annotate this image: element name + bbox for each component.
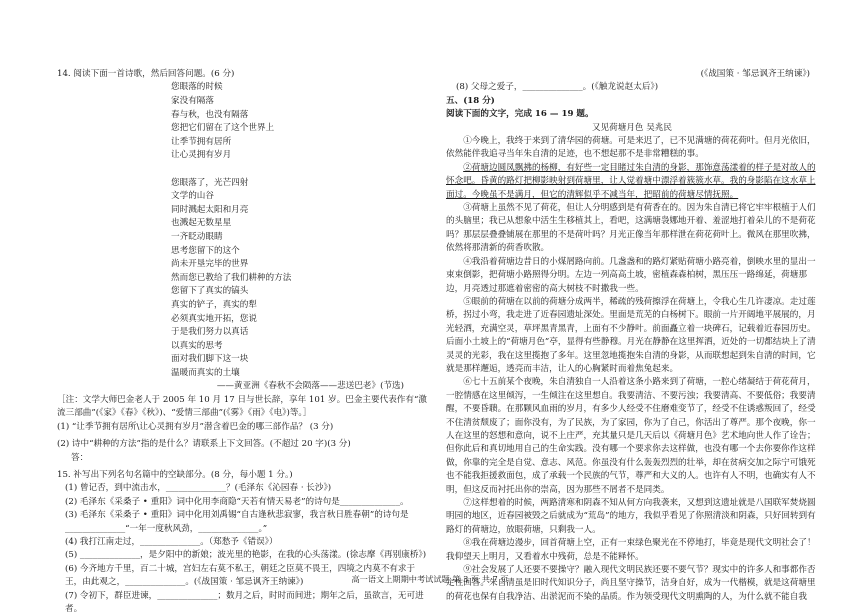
section-heading: 五、(18 分)	[446, 95, 495, 106]
q15-item: (2) 毛泽东《采桑子 • 重阳》词中化用李商隐“天若有情天易老”的诗句是______________。	[65, 496, 409, 507]
poem-note: ［注：文学大师巴金老人于 2005 年 10 月 17 日与世长辞，享年 101 岁。巴金主要代表作有“激流三部曲”(《家》《春》《秋》)、“爱情三部曲”(《雾》《雨》《电》)等。］	[57, 394, 427, 419]
poem-line: 您把它们留在了这个世界上	[171, 123, 275, 134]
q14-2: (2) 诗中“耕种的方法”指的是什么？请联系上下文回答。(不超过 20 字)(3 分)	[57, 439, 351, 450]
poem-line: 也溅起无数星星	[171, 218, 232, 229]
article-paragraph: ⑤眼前的荷塘在以前的荷塘分成两半，稀疏的残荷擦浮在荷塘上，令我心生几许凄凉。走过莲桥，拐过小弯，我走进了近春园遗址深处。里面是荒芜的白杨树下。眼前一片开阔地平展展的，月光轻洒，充满空灵，草坪黑青黑青，上面有不少静叶。前面矗立着一块碑石，记载着近春园历史。后面小土坡上的“荷塘月色”亭，显得有些静穆。月光在静静在这里挥洒，近处的一切都结块上了清灵灵的光彩，我在这里揽抱了多年。这里忽地揽抱朱自清的身影，从而联想起到朱自清的时间，它就是那样邂逅，透亮而丰洁，让人的心胸紧时而着焦兔起来。	[446, 296, 816, 374]
left-column	[57, 68, 430, 616]
article-paragraph: ⑨社会发展了人还要不要操守？融入现代文明民族还要不要气节？现实中的许多人和事都作否定性回答。朱自清虽是旧时代知识分子，尚且坚守操节，洁身自好，成为一代楷模，就是这荷塘里的荷花也保有自我净洁、出淤泥而不染的品质。作为领受现代文明熏陶的人，为什么就不能自我	[446, 565, 816, 602]
article-title: 又见荷塘月色 吴兆民	[591, 122, 673, 133]
poem-line: 以真实的思考	[171, 340, 223, 351]
article-paragraph: ②荷塘边圆凤飘拂的杨柳，有好些一定目睹过朱自清的身影，那饰意荡漾着的样子是对故人的怀念吧。昏黄的路灯把柳影映射到荷塘里，让人觉着塘中漂浮着簇簇水草。我的身影陷在这水草上面过。今晚虽不是满月，但它的清辉似乎不减当年，把昭前的荷塘尽情抚照。	[446, 162, 816, 200]
poem-line: 必须真实地开拓，您说	[171, 313, 257, 324]
article-paragraph: ⑦这样想着的时候，两路清寒和阴森不知从何方向我袭来，又想到这遗址就是八国联军焚烧圆明园的地区，近春园被毁之后就成为“荒岛”的地方，我似乎看见了你照清淡和阴森，只好回转到有路灯的荷塘边，放眼荷塘，只剩我一人。	[446, 498, 816, 535]
poem-line: 真实的铲子，真实的犁	[171, 299, 257, 310]
poem-line: 思考您留下的这个	[171, 245, 240, 256]
poem	[171, 81, 430, 380]
poem-line: 尚未开垦完毕的世界	[171, 259, 249, 270]
poem-line: 您眼落的时候	[171, 82, 223, 93]
reading-instruction: 阅读下面的文字，完成 16 — 19 题。	[446, 109, 594, 120]
poem-line: 让心灵拥有岁月	[171, 150, 232, 161]
q15-item: (1) 曾记否，到中流击水，______________？(毛泽东《沁园春 · 长沙》)	[65, 483, 332, 494]
q15-item: (5) ______________，是夕阳中的新娘；波光里的艳影，在我的心头荡漾。(徐志摩《再别康桥》)	[65, 550, 427, 561]
q15-item-8: (8) 父母之爱子，______________。(《触龙说赵太后》)	[456, 82, 659, 93]
article-paragraph: ④我沿着荷塘边昔日的小煤屑路向前。几盏盏和的路灯紧贴荷塘小路亮着，倒映水里的显出一束束倒影，把荷塘小路照得分明。左边一列高高土坡，密植森森柏树，黑压压一路绵延，荷塘那边，月亮透过那遮着密密的高大树枝不时撒我一些。	[446, 256, 816, 294]
right-column	[446, 68, 818, 604]
poem-line: 一齐眨动眼睛	[171, 231, 223, 242]
poem-line: 春与秋，也没有隔落	[171, 109, 249, 120]
article-paragraph: ③荷塘上虽然不见了荷花，但让人分明感到是有荷香在的。因为朱自清已将它牢牢根植于人们的头脑里；我已从想象中活生生移植其上，看吧，这满塘袅娜地开着、羞涩地打着朵儿的不是荷花吗？那层层叠叠铺展在那里的不是荷叶吗？月光正像当年那样泄在荷花荷叶上。微风在那里吹拂，依然将那清新的荷香吹散。	[446, 203, 816, 254]
poem-line: 面对我们脚下这一块	[171, 354, 249, 365]
article-paragraph: ①今晚上，我终于来到了清华园的荷塘。可是来迟了，已不见满塘的荷花荷叶。但月光依旧，依然能伴我追寻当年朱自清的足迹，也不想起那不是非常糟糕的事。	[446, 136, 816, 160]
poem-line: 然而您已教给了我们耕种的方法	[171, 272, 292, 283]
poem-line: 家没有隔落	[171, 96, 214, 106]
poem-line: 温暖而真实的土壤	[171, 367, 240, 378]
article-paragraph: ⑧我在荷塘边漫步，回首荷塘上空，正有一束绿色聚光在不停地打，毕竟是现代文明社会了！我仰望天上明月，又看着水中残荷，总是不能释怀。	[446, 538, 816, 562]
poem-line: 您眼落了，光芒四射	[171, 177, 249, 188]
source-citation: (《战国策 · 邹忌讽齐王纳谏》)	[700, 69, 810, 79]
q15-item: (7) 令初下，群臣进谏，______________；数月之后，时时而间进；期年之后，虽欲言，无可进者。	[65, 590, 424, 614]
q14-1: (1) “让季节拥有居所\让心灵拥有岁月”潜含着巴金的哪三部作品？ (3 分)	[57, 421, 334, 432]
q15-title: 15. 补写出下列名句名篇中的空缺部分。(8 分，每小题 1 分。)	[57, 469, 293, 480]
poem-credit: ——黄亚洲《春秋不会陨落——悲送巴老》(节选)	[216, 381, 404, 392]
q15-item: (3) 毛泽东《采桑子 • 重阳》词中化用刘禹锡“自古逢秋悲寂寥，我言秋日胜春朝”的诗句是______________“一年一度秋风劲，______________。”	[65, 510, 409, 534]
poem-line: 于是我们努力以真话	[171, 327, 249, 338]
q15-item: (6) 今齐地方千里，百二十城，宫妇左右莫不私王，朝廷之臣莫不畏王，四境之内莫不有求于王，由此观之，______________。(《战国策 · 邹忌讽齐王纳谏》)	[65, 563, 416, 588]
page-footer: 高一语文上期期中考试试题 第 3 页 共 7 页	[351, 574, 509, 584]
poem-line: 同时溅起太阳和月亮	[171, 204, 249, 215]
article-paragraph: ⑥七十五前某个夜晚，朱自清独自一人沿着这条小路来到了荷塘，一腔心绪凝结于荷花荷月，一腔情感在这里倾泻，一生倾注在这里想自。我要清洁、不要污浊；我要清高、不要低俗；我要清醒，不要昏聩。在那颗风血雨的岁月，有多少人经受不住磨难变节了，经受不住诱惑叛回了，经受不住清贫颓废了；面你没有，为了民族，为了家园，你为了自己，你活出了尊严。那个夜晚，你一人在这里的怒想和意向，说不上庄严，充其量只是几天后以《荷塘月色》艺术地向世人作了诠告；但你此后和真切地用自己的生命实践。没有哪一个要求你去这样做，也没有哪一个去你要你作这样做，你靠的完全是自觉、意志、风范。你虽没有什么轰轰烈烈的壮举，却在贫病交加之际宁可饿死也不能我拒援救面包，成了承载一个民族的气节，尊严和大义的人。也许有人不明，也确实有人不明，但这反而衬托出你的崇高，因为那些不屑者不是同类。	[446, 377, 816, 495]
poem-line	[171, 163, 430, 177]
poem-line: 文学的山谷	[171, 191, 214, 202]
poem-line: 您留下了真实的镐头	[171, 286, 249, 297]
poem-line: 让季节拥有居所	[171, 136, 232, 147]
q15-item: (4) 我打江南走过，______________。（郑愁予《错误》）	[65, 536, 278, 547]
q14-title: 14. 阅读下面一首诗歌，然后回答问题。(6 分)	[57, 69, 235, 79]
answer-label: 答：	[71, 452, 89, 463]
